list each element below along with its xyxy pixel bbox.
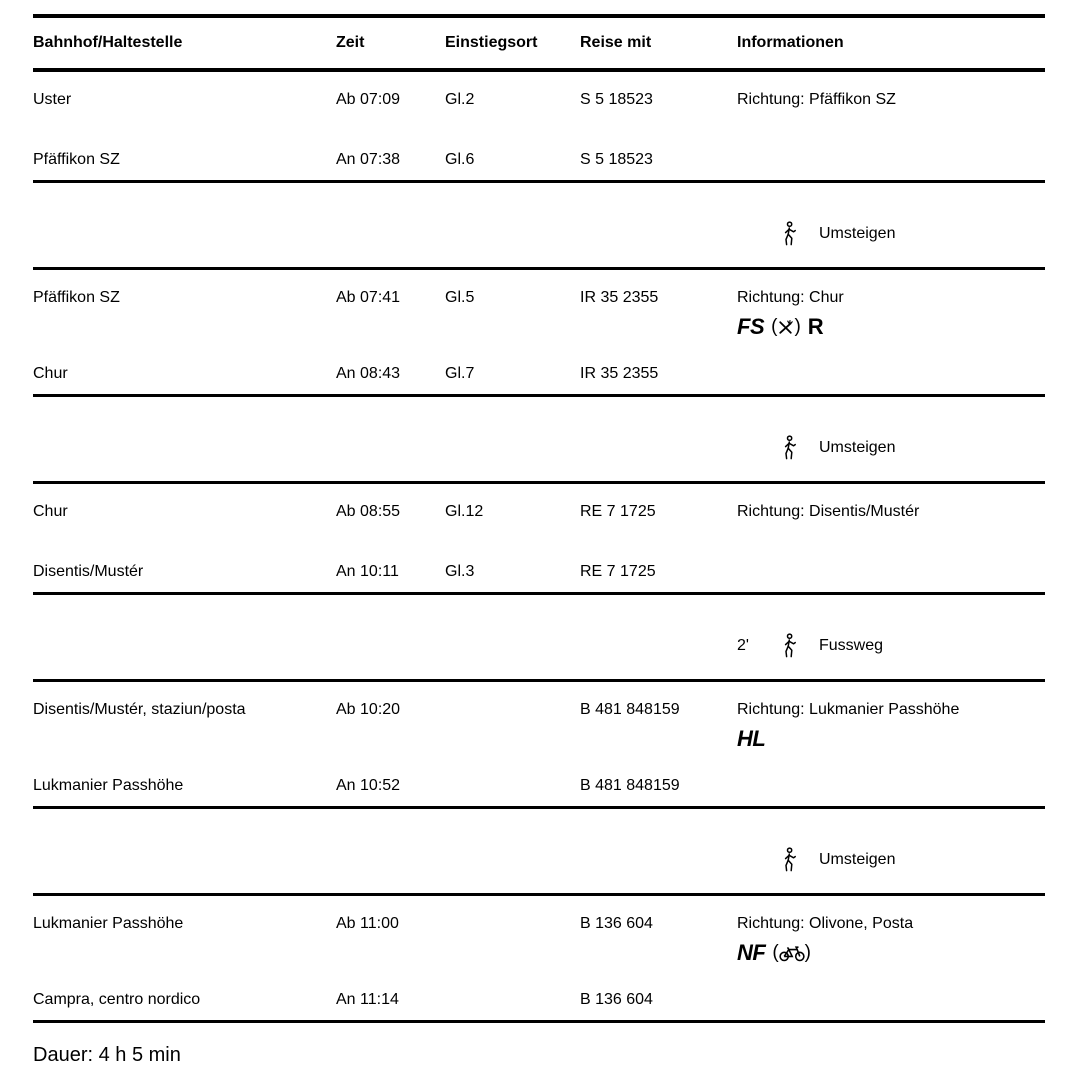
service-id: S 5 18523 [580, 91, 653, 108]
arrival-time: An 07:38 [336, 151, 401, 168]
column-header-time: Zeit [336, 34, 365, 51]
fork-knife-icon [777, 319, 794, 336]
journey-leg [33, 270, 1045, 397]
transfer-row [33, 595, 1045, 682]
station-name: Campra, centro nordico [33, 991, 201, 1008]
bicycle-icon [779, 944, 805, 962]
journey-leg [33, 896, 1045, 1023]
service-id: B 481 848159 [580, 777, 680, 794]
direction-label: Richtung: Chur [737, 289, 844, 306]
walking-person-icon [781, 847, 797, 873]
column-header-travel-with: Reise mit [580, 34, 652, 51]
transfer-row [33, 809, 1045, 896]
transfer-label: Umsteigen [819, 851, 896, 868]
journey-leg [33, 682, 1045, 809]
station-name: Pfäffikon SZ [33, 289, 120, 306]
attribute-code: FS [737, 314, 765, 339]
transfer-row [33, 183, 1045, 270]
station-name: Pfäffikon SZ [33, 151, 120, 168]
platform: Gl.5 [445, 289, 475, 306]
service-id: RE 7 1725 [580, 503, 656, 520]
departure-row [33, 914, 1045, 966]
column-header-station: Bahnhof/Haltestelle [33, 34, 183, 51]
service-attributes [737, 726, 1045, 752]
timetable [33, 14, 1045, 1023]
transfer-label: Umsteigen [819, 439, 896, 456]
transfer-label: Umsteigen [819, 225, 896, 242]
station-name: Disentis/Mustér [33, 563, 144, 580]
departure-row [33, 90, 1045, 110]
departure-time: Ab 07:41 [336, 289, 401, 306]
walking-person-icon [781, 221, 797, 247]
table-header [33, 14, 1045, 72]
arrival-row [33, 364, 1045, 384]
departure-row [33, 288, 1045, 340]
column-header-boarding: Einstiegsort [445, 34, 538, 51]
service-id: B 136 604 [580, 991, 653, 1008]
attribute-code: R [807, 314, 824, 339]
departure-time: Ab 10:20 [336, 701, 401, 718]
journey-duration: Dauer: 4 h 5 min [33, 1044, 181, 1066]
departure-time: Ab 11:00 [336, 915, 399, 932]
journey-leg [33, 72, 1045, 183]
service-id: S 5 18523 [580, 151, 653, 168]
attribute-code: HL [737, 726, 766, 751]
station-name: Chur [33, 365, 68, 382]
service-id: IR 35 2355 [580, 365, 659, 382]
walking-person-icon [781, 633, 797, 659]
service-id: B 481 848159 [580, 701, 680, 718]
attribute-code: NF [737, 940, 766, 965]
platform: Gl.3 [445, 563, 475, 580]
service-id: B 136 604 [580, 915, 653, 932]
departure-time: Ab 08:55 [336, 503, 401, 520]
journey-leg [33, 484, 1045, 595]
station-name: Uster [33, 91, 72, 108]
station-name: Lukmanier Passhöhe [33, 777, 184, 794]
arrival-time: An 10:52 [336, 777, 401, 794]
platform: Gl.6 [445, 151, 475, 168]
walking-person-icon [781, 435, 797, 461]
station-name: Disentis/Mustér, staziun/posta [33, 701, 246, 718]
service-attributes: FS ( ) R [737, 314, 824, 339]
service-attributes: NF ( ) [737, 940, 811, 965]
platform: Gl.2 [445, 91, 475, 108]
departure-row [33, 502, 1045, 522]
station-name: Lukmanier Passhöhe [33, 915, 184, 932]
platform: Gl.7 [445, 365, 475, 382]
direction-label: Richtung: Olivone, Posta [737, 915, 914, 932]
transfer-label: Fussweg [819, 637, 884, 654]
arrival-time: An 10:11 [336, 563, 399, 580]
arrival-row [33, 562, 1045, 582]
direction-label: Richtung: Lukmanier Passhöhe [737, 701, 960, 718]
arrival-row [33, 776, 1045, 796]
service-id: IR 35 2355 [580, 289, 659, 306]
service-id: RE 7 1725 [580, 563, 656, 580]
departure-row [33, 700, 1045, 752]
transfer-duration: 2' [737, 637, 749, 654]
arrival-row [33, 990, 1045, 1010]
arrival-time: An 08:43 [336, 365, 401, 382]
arrival-time: An 11:14 [336, 991, 399, 1008]
departure-time: Ab 07:09 [336, 91, 401, 108]
transfer-row [33, 397, 1045, 484]
arrival-row [33, 150, 1045, 170]
direction-label: Richtung: Pfäffikon SZ [737, 91, 896, 108]
direction-label: Richtung: Disentis/Mustér [737, 503, 920, 520]
column-header-info: Informationen [737, 34, 844, 51]
station-name: Chur [33, 503, 68, 520]
platform: Gl.12 [445, 503, 484, 520]
